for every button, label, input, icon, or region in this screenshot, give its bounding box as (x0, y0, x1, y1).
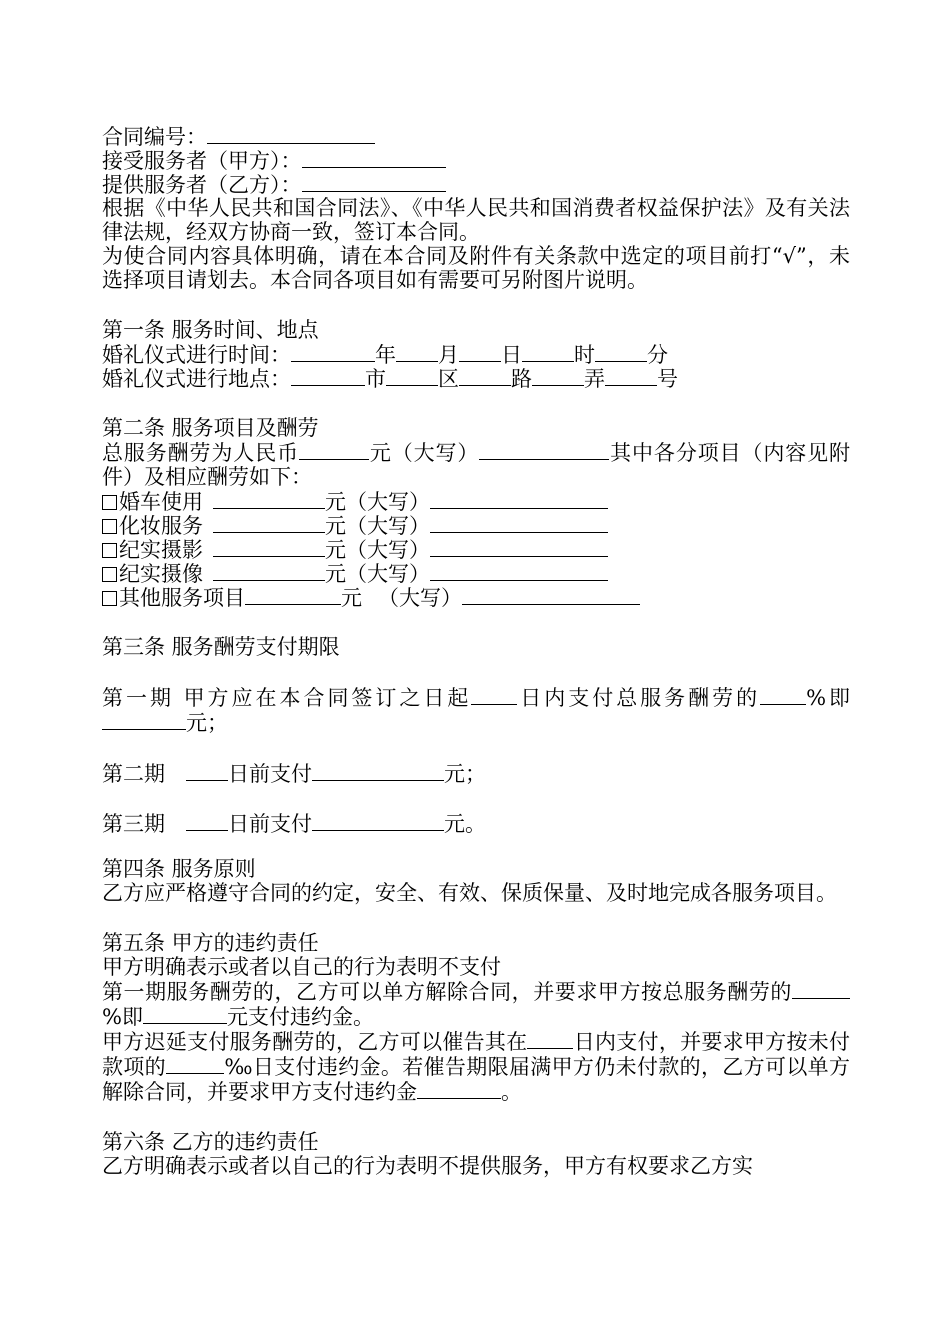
service-fee-daxie-blank[interactable] (430, 513, 608, 533)
article1-title: 第一条 服务时间、地点 (102, 318, 319, 342)
other-fee-daxie-label: （大写） (378, 586, 462, 610)
article5-title: 第五条 甲方的违约责任 (102, 931, 319, 955)
phase-2-amount-blank[interactable] (312, 761, 444, 781)
city-blank[interactable] (291, 366, 365, 386)
checkbox[interactable] (102, 543, 117, 558)
city-unit: 市 (365, 367, 386, 391)
year-unit: 年 (375, 343, 396, 367)
month-blank[interactable] (396, 342, 438, 362)
service-item-name: 化妆服务 (119, 514, 203, 538)
lane-unit: 弄 (584, 367, 605, 391)
service-fee-blank[interactable] (213, 537, 325, 557)
service-fee-blank[interactable] (213, 561, 325, 581)
contract-number-line (102, 124, 850, 148)
penalty-pct-blank[interactable] (792, 979, 850, 999)
article5-line3-end: 。 (501, 1080, 522, 1104)
service-fee-unit: 元（大写） (325, 490, 430, 514)
article4-title: 第四条 服务原则 (102, 857, 256, 881)
article5-paragraph-3 (102, 1029, 850, 1104)
payment-phase-3 (102, 811, 850, 835)
service-fee-daxie-blank[interactable] (430, 537, 608, 557)
service-item-row (102, 489, 850, 513)
service-fee-blank[interactable] (213, 489, 325, 509)
ceremony-place-line (102, 366, 850, 390)
phase-3-date-blank[interactable] (186, 811, 228, 831)
checkbox[interactable] (102, 495, 117, 510)
number-unit: 号 (657, 367, 678, 391)
checkbox[interactable] (102, 519, 117, 534)
service-fee-unit: 元（大写） (325, 562, 430, 586)
article5-paragraph-2 (102, 979, 850, 1029)
article5-line3a: 甲方迟延支付服务酬劳的，乙方可以催告其在 (102, 1030, 528, 1054)
phase-1-end: 元； (186, 711, 228, 735)
service-item-row (102, 561, 850, 585)
phase-3-amount-blank[interactable] (312, 811, 444, 831)
total-fee-daxie-label: 元（大写） (368, 441, 480, 465)
ceremony-place-label: 婚礼仪式进行地点： (102, 367, 291, 391)
service-fee-blank[interactable] (213, 513, 325, 533)
article4-body: 乙方应严格遵守合同的约定，安全、有效、保质保量、及时地完成各服务项目。 (102, 881, 837, 905)
service-item-row (102, 537, 850, 561)
service-fee-daxie-blank[interactable] (430, 489, 608, 509)
lane-blank[interactable] (532, 366, 584, 386)
checkbox[interactable] (102, 591, 117, 606)
phase-1-label: 第一期 甲方应在本合同签订之日起 (102, 686, 472, 710)
penalty-pct: %即 (102, 1005, 143, 1029)
other-fee-daxie-blank[interactable] (462, 585, 640, 605)
party-b-blank[interactable] (302, 172, 446, 192)
contract-document (102, 124, 850, 1178)
phase-2-end: 元； (444, 762, 486, 786)
phase-2-label: 第二期 (102, 762, 165, 786)
article5-line3b: 日内支付，并要求甲方按未付款项的 (102, 1030, 850, 1079)
hour-unit: 时 (574, 343, 595, 367)
phase-3-label: 第三期 (102, 812, 165, 836)
road-unit: 路 (511, 367, 532, 391)
article5-line1: 甲方明确表示或者以自己的行为表明不支付 (102, 955, 501, 979)
ceremony-time-label: 婚礼仪式进行时间： (102, 343, 291, 367)
road-blank[interactable] (459, 366, 511, 386)
service-fee-daxie-blank[interactable] (430, 561, 608, 581)
party-a-label: 接受服务者（甲方）： (102, 149, 302, 173)
article5-line3c: ‰日支付违约金。若催告期限届满甲方仍未付款的，乙方可以单方解除合同，并要求甲方支付违约金 (102, 1055, 850, 1104)
phase-2-mid: 日前支付 (228, 762, 312, 786)
article5-line2-end: 元支付违约金。 (226, 1005, 374, 1029)
phase-1-pct-blank[interactable] (760, 685, 806, 705)
number-blank[interactable] (605, 366, 657, 386)
total-fee-daxie-blank[interactable] (479, 440, 609, 460)
phase-1-mid: 日内支付总服务酬劳的 (517, 686, 761, 710)
service-fee-unit: 元（大写） (325, 538, 430, 562)
service-item-name: 纪实摄像 (119, 562, 203, 586)
party-b-label: 提供服务者（乙方）： (102, 173, 302, 197)
payment-phase-1 (102, 685, 850, 735)
phase-2-date-blank[interactable] (186, 761, 228, 781)
hour-blank[interactable] (522, 342, 574, 362)
article3-title: 第三条 服务酬劳支付期限 (102, 635, 340, 659)
party-a-blank[interactable] (302, 148, 446, 168)
ceremony-time-line (102, 342, 850, 366)
phase-3-mid: 日前支付 (228, 812, 312, 836)
daily-rate-blank[interactable] (166, 1054, 224, 1074)
day-blank[interactable] (459, 342, 501, 362)
contract-number-label: 合同编号： (102, 125, 207, 149)
other-service-row (102, 585, 850, 609)
intro-paragraph-1: 根据《中华人民共和国合同法》、《中华人民共和国消费者权益保护法》及有关法律法规，经双方协商一致，签订本合同。 (102, 196, 850, 244)
year-blank[interactable] (291, 342, 375, 362)
total-fee-paragraph (102, 440, 850, 489)
contract-number-blank[interactable] (207, 124, 375, 144)
article6-title: 第六条 乙方的违约责任 (102, 1130, 319, 1154)
service-item-name: 婚车使用 (119, 490, 203, 514)
penalty-amount-blank[interactable] (143, 1004, 227, 1024)
party-a-line (102, 148, 850, 172)
total-fee-label: 总服务酬劳为人民币 (102, 441, 299, 465)
late-penalty-blank[interactable] (417, 1079, 501, 1099)
article5-line2: 第一期服务酬劳的，乙方可以单方解除合同，并要求甲方按总服务酬劳的 (102, 980, 792, 1004)
service-item-row (102, 513, 850, 537)
intro-paragraph-2: 为使合同内容具体明确，请在本合同及附件有关条款中选定的项目前打“√”，未选择项目请划去。本合同各项目如有需要可另附图片说明。 (102, 244, 850, 292)
service-fee-unit: 元（大写） (325, 514, 430, 538)
day-unit: 日 (501, 343, 522, 367)
party-b-line (102, 172, 850, 196)
article2-title: 第二条 服务项目及酬劳 (102, 416, 319, 440)
phase-1-pct: %即 (806, 686, 850, 710)
other-service-name: 其他服务项目 (119, 586, 245, 610)
minute-unit: 分 (647, 343, 668, 367)
payment-phase-2 (102, 761, 850, 785)
service-item-name: 纪实摄影 (119, 538, 203, 562)
urge-days-blank[interactable] (527, 1029, 573, 1049)
other-fee-blank[interactable] (245, 585, 341, 605)
phase-3-end: 元。 (444, 812, 486, 836)
month-unit: 月 (438, 343, 459, 367)
phase-1-amount-blank[interactable] (102, 710, 186, 730)
minute-blank[interactable] (595, 342, 647, 362)
phase-1-days-blank[interactable] (471, 685, 517, 705)
total-fee-blank[interactable] (299, 440, 369, 460)
other-fee-unit: 元 (341, 586, 362, 610)
checkbox[interactable] (102, 567, 117, 582)
district-blank[interactable] (386, 366, 438, 386)
article6-body: 乙方明确表示或者以自己的行为表明不提供服务，甲方有权要求乙方实 (102, 1154, 753, 1178)
district-unit: 区 (438, 367, 459, 391)
total-fee-tail: 其中各分项目（内容见附件）及相应酬劳如下： (102, 441, 851, 489)
